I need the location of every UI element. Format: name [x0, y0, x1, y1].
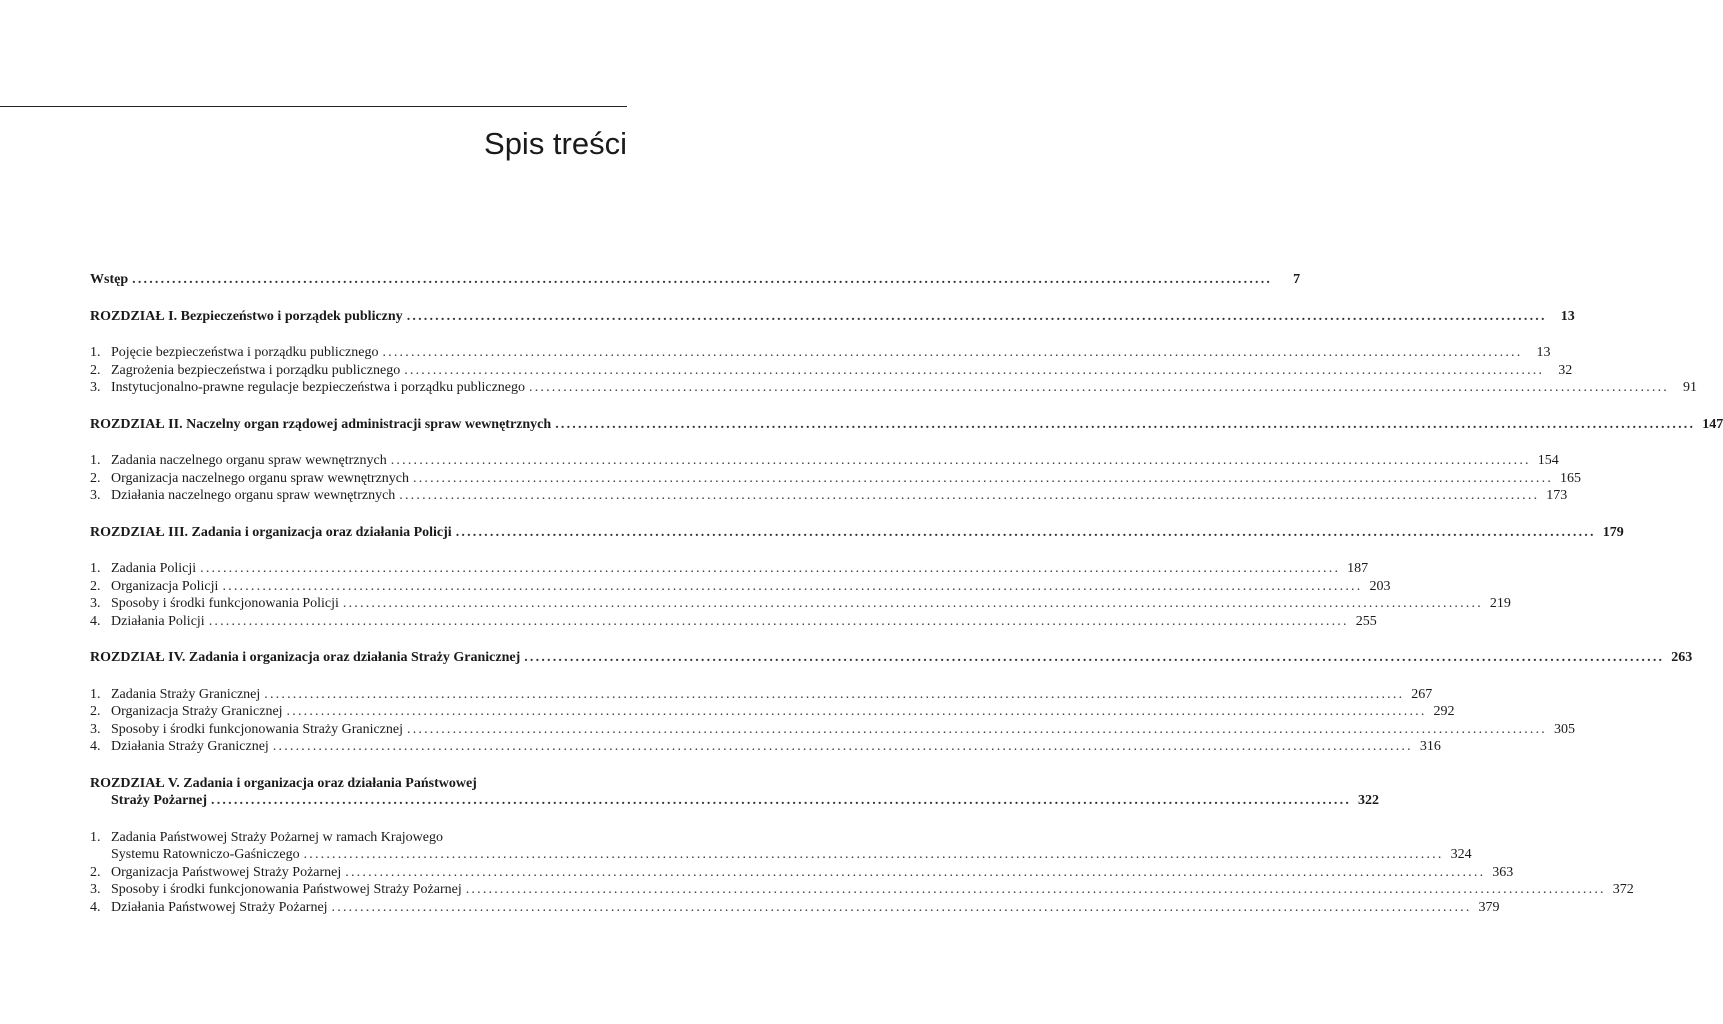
toc-chapter-4[interactable]: [90, 649, 1693, 667]
header-rule: [0, 106, 627, 107]
toc-section[interactable]: [90, 703, 1455, 721]
dot-leader: ........................................................................................................................................................................................................: [555, 416, 1696, 432]
toc-section-number: 1.: [90, 829, 101, 845]
toc-section[interactable]: [90, 595, 1511, 613]
toc-chapter-page: 322: [1358, 793, 1380, 808]
dot-leader: ........................................................................................................................................................................................................: [286, 704, 1427, 719]
toc-section-number: 4.: [90, 739, 101, 754]
toc-section[interactable]: [90, 487, 1568, 505]
toc-section-number: 2.: [90, 704, 101, 719]
toc-chapter-2[interactable]: [90, 416, 1723, 434]
toc-section[interactable]: [90, 560, 1369, 578]
toc-section-number: 4.: [90, 899, 101, 915]
toc-entry-title: Wstęp: [90, 272, 129, 287]
dot-leader: ........................................................................................................................................................................................................: [399, 488, 1540, 503]
toc-section-page: 255: [1355, 613, 1377, 629]
toc-section-number: 1.: [90, 453, 101, 468]
dot-leader: ........................................................................................................................................................................................................: [222, 578, 1363, 594]
dot-leader: ........................................................................................................................................................................................................: [331, 899, 1472, 915]
toc-section-page: 32: [1558, 362, 1573, 378]
toc-chapter-page: 263: [1671, 650, 1693, 665]
toc-section[interactable]: [90, 470, 1582, 488]
toc-section-page: 267: [1411, 686, 1433, 702]
toc-section-title: Zadania naczelnego organu spraw wewnętrznych: [111, 453, 387, 468]
dot-leader: ........................................................................................................................................................................................................: [455, 524, 1596, 540]
toc-section[interactable]: [90, 721, 1575, 739]
dot-leader: ........................................................................................................................................................................................................: [272, 739, 1413, 754]
toc-chapter-5[interactable]: [90, 775, 1380, 810]
dot-leader: ........................................................................................................................................................................................................: [465, 882, 1606, 897]
toc-section-number: 1.: [90, 345, 101, 360]
toc-chapter-3[interactable]: [90, 524, 1624, 542]
toc-section-number: 2.: [90, 470, 101, 486]
toc-section-number: 4.: [90, 613, 101, 629]
toc-section-page: 292: [1433, 704, 1455, 719]
toc-entry-page: 7: [1293, 272, 1301, 287]
toc-chapter-title: ROZDZIAŁ III. Zadania i organizacja oraz działania Policji: [90, 524, 452, 540]
toc-chapter-title-line1: ROZDZIAŁ V. Zadania i organizacja oraz działania Państwowej: [90, 775, 477, 791]
toc-chapter-1[interactable]: [90, 308, 1575, 326]
toc-section-number: 2.: [90, 578, 101, 594]
toc-section-title: Zagrożenia bezpieczeństwa i porządku publicznego: [111, 362, 401, 378]
toc-section-title: Sposoby i środki funkcjonowania Straży Granicznej: [111, 721, 403, 737]
toc-section[interactable]: [90, 738, 1441, 756]
toc-section-number: 1.: [90, 561, 101, 576]
dot-leader: ........................................................................................................................................................................................................: [413, 470, 1554, 486]
toc-section-page: 165: [1560, 470, 1582, 486]
toc-chapter-title-line2: Straży Pożarnej: [111, 793, 208, 808]
table-of-contents: [90, 271, 1723, 916]
dot-leader: ........................................................................................................................................................................................................: [529, 380, 1669, 395]
toc-section-page: 154: [1537, 453, 1559, 468]
toc-section-title-line2: Systemu Ratowniczo-Gaśniczego: [111, 847, 300, 862]
toc-section-title: Organizacja naczelnego organu spraw wewnętrznych: [111, 470, 410, 486]
dot-leader: ........................................................................................................................................................................................................: [208, 613, 1349, 629]
toc-section-title: Działania naczelnego organu spraw wewnętrznych: [111, 488, 396, 503]
toc-section-page: 203: [1369, 578, 1391, 594]
dot-leader: ........................................................................................................................................................................................................: [211, 793, 1352, 808]
toc-section-page: 13: [1536, 345, 1551, 360]
toc-chapter-page: 147: [1702, 416, 1723, 432]
toc-section[interactable]: [90, 344, 1551, 362]
dot-leader: ........................................................................................................................................................................................................: [382, 345, 1523, 360]
toc-section-page: 363: [1492, 864, 1514, 880]
toc-section-number: 3.: [90, 882, 101, 897]
toc-section-page: 173: [1546, 488, 1568, 503]
toc-section-page: 91: [1683, 380, 1697, 395]
toc-section-page: 379: [1478, 899, 1500, 915]
dot-leader: ........................................................................................................................................................................................................: [524, 650, 1665, 665]
toc-section-number: 1.: [90, 686, 101, 702]
toc-chapter-title: ROZDZIAŁ II. Naczelny organ rządowej administracji spraw wewnętrznych: [90, 416, 552, 432]
toc-chapter-title: ROZDZIAŁ I. Bezpieczeństwo i porządek publiczny: [90, 308, 403, 324]
toc-section-title: Zadania Straży Granicznej: [111, 686, 261, 702]
dot-leader: ........................................................................................................................................................................................................: [264, 686, 1405, 702]
toc-section[interactable]: [90, 362, 1573, 380]
toc-section-title: Organizacja Państwowej Straży Pożarnej: [111, 864, 342, 880]
toc-section-title: Sposoby i środki funkcjonowania Policji: [111, 596, 339, 611]
toc-section-number: 3.: [90, 380, 101, 395]
toc-section-page: 219: [1489, 596, 1511, 611]
toc-section-page: 305: [1554, 721, 1575, 737]
dot-leader: ........................................................................................................................................................................................................: [303, 847, 1444, 862]
toc-section[interactable]: [90, 829, 1472, 864]
toc-section-page: 324: [1450, 847, 1472, 862]
dot-leader: ........................................................................................................................................................................................................: [345, 864, 1486, 880]
dot-leader: ........................................................................................................................................................................................................: [404, 362, 1545, 378]
toc-section-title: Działania Państwowej Straży Pożarnej: [111, 899, 328, 915]
toc-section-title: Działania Policji: [111, 613, 205, 629]
toc-section-number: 3.: [90, 488, 101, 503]
toc-section-title: Sposoby i środki funkcjonowania Państwowej Straży Pożarnej: [111, 882, 462, 897]
toc-section[interactable]: [90, 686, 1433, 704]
dot-leader: ........................................................................................................................................................................................................: [406, 308, 1547, 324]
toc-section-title: Pojęcie bezpieczeństwa i porządku publicznego: [111, 345, 379, 360]
toc-section-title: Działania Straży Granicznej: [111, 739, 269, 754]
toc-entry-intro[interactable]: [90, 271, 1301, 289]
dot-leader: ........................................................................................................................................................................................................: [200, 561, 1341, 576]
toc-section-title: Organizacja Straży Granicznej: [111, 704, 283, 719]
toc-section-title-line1: Zadania Państwowej Straży Pożarnej w ramach Krajowego: [111, 829, 443, 845]
toc-section-page: 316: [1419, 739, 1441, 754]
dot-leader: ........................................................................................................................................................................................................: [390, 453, 1531, 468]
toc-section[interactable]: [90, 881, 1634, 899]
page-title: Spis treści: [484, 126, 627, 161]
toc-section[interactable]: [90, 613, 1377, 631]
toc-section[interactable]: [90, 379, 1697, 397]
dot-leader: ........................................................................................................................................................................................................: [132, 272, 1273, 287]
toc-section[interactable]: [90, 578, 1391, 596]
toc-chapter-title: ROZDZIAŁ IV. Zadania i organizacja oraz działania Straży Granicznej: [90, 650, 521, 665]
toc-section-title: Zadania Policji: [111, 561, 197, 576]
toc-section-number: 3.: [90, 721, 101, 737]
dot-leader: ........................................................................................................................................................................................................: [342, 596, 1483, 611]
toc-section-page: 372: [1612, 882, 1634, 897]
toc-section[interactable]: [90, 899, 1500, 917]
toc-section-page: 187: [1347, 561, 1369, 576]
toc-section-number: 3.: [90, 596, 101, 611]
toc-section[interactable]: [90, 864, 1514, 882]
toc-section-number: 2.: [90, 362, 101, 378]
dot-leader: ........................................................................................................................................................................................................: [407, 721, 1547, 737]
toc-chapter-page: 13: [1560, 308, 1575, 324]
toc-section[interactable]: [90, 452, 1559, 470]
toc-section-title: Organizacja Policji: [111, 578, 219, 594]
toc-section-number: 2.: [90, 864, 101, 880]
toc-section-title: Instytucjonalno-prawne regulacje bezpieczeństwa i porządku publicznego: [111, 380, 525, 395]
toc-chapter-page: 179: [1602, 524, 1624, 540]
